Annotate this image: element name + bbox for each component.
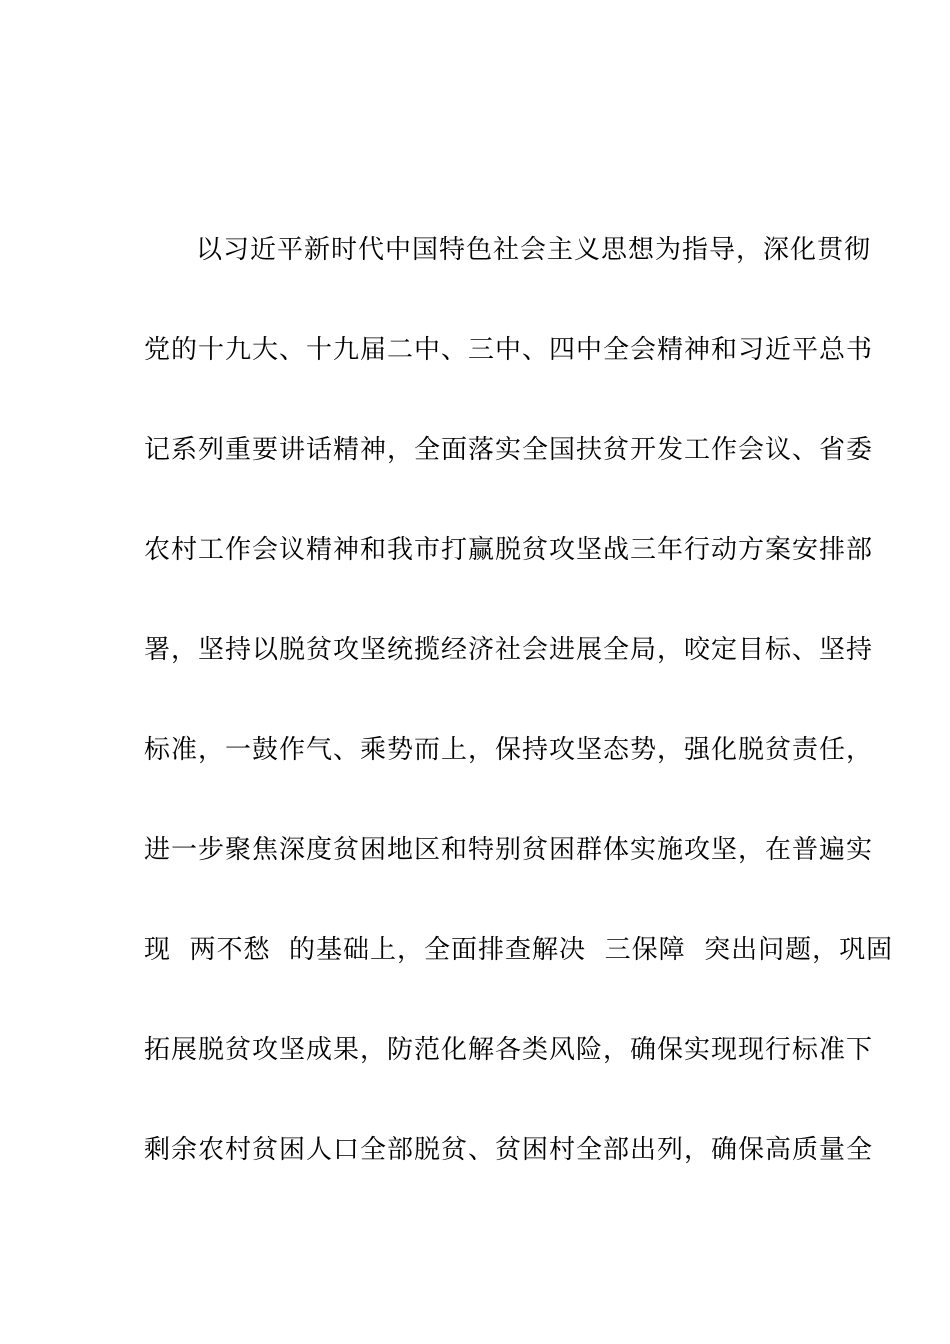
paragraph-line: 拓展脱贫攻坚成果，防范化解各类风险，确保实现现行标准下 <box>144 1035 874 1065</box>
body-paragraph <box>144 228 894 1228</box>
paragraph-line: 署，坚持以脱贫攻坚统揽经济社会进展全局，咬定目标、坚持 <box>144 635 874 665</box>
paragraph-line: 农村工作会议精神和我市打赢脱贫攻坚战三年行动方案安排部 <box>144 535 874 565</box>
paragraph-line: 进一步聚焦深度贫困地区和特别贫困群体实施攻坚，在普遍实 <box>144 835 874 865</box>
paragraph-line: 党的十九大、十九届二中、三中、四中全会精神和习近平总书 <box>144 335 874 365</box>
paragraph-line: 记系列重要讲话精神，全面落实全国扶贫开发工作会议、省委 <box>144 435 874 465</box>
paragraph-line: 现 两不愁 的基础上，全面排查解决 三保障 突出问题，巩固 <box>144 935 894 965</box>
paragraph-line: 标准，一鼓作气、乘势而上，保持攻坚态势，强化脱贫责任， <box>144 735 874 765</box>
paragraph-line: 剩余农村贫困人口全部脱贫、贫困村全部出列，确保高质量全 <box>144 1135 874 1165</box>
paragraph-line: 以习近平新时代中国特色社会主义思想为指导，深化贯彻 <box>196 235 872 265</box>
